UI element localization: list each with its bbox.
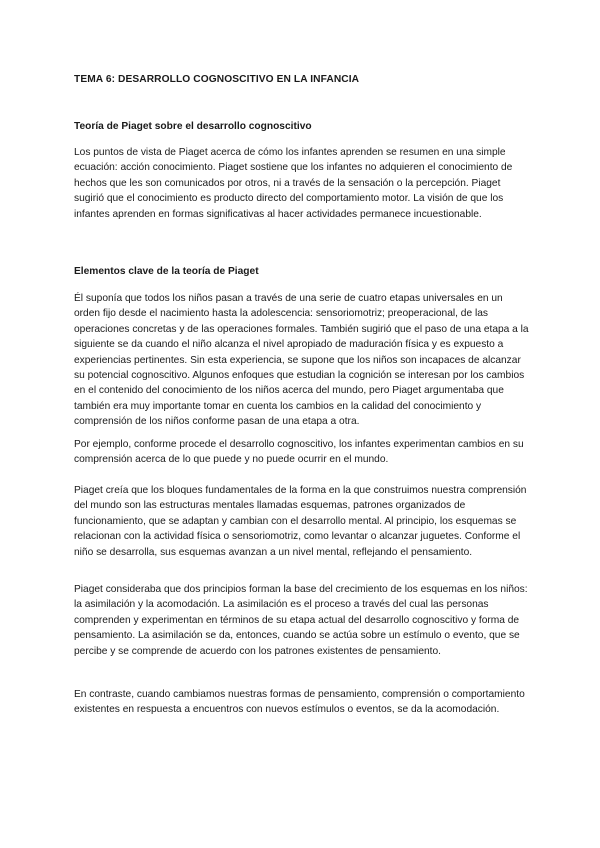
section-heading-piaget-theory: Teoría de Piaget sobre el desarrollo cognoscitivo [74,121,312,132]
paragraph-assimilation: Piaget consideraba que dos principios forman la base del crecimiento de los esquemas en los niños: la asimilación y la acomodación. La asimilación es el proceso a través del cual las personas comprenden y experimentan en términos de su etapa actual del desarrollo cognoscitivo y forma de pensamiento. La asimilación se da, entonces, cuando se actúa sobre un estímulo o evento, que se percibe y se comprende de acuerdo con los patrones existentes de pensamiento. [74,584,528,657]
paragraph-accommodation: En contraste, cuando cambiamos nuestras formas de pensamiento, comprensión o comportamiento existentes en respuesta a encuentros con nuevos estímulos o eventos, se da la acomodación. [74,689,525,716]
paragraph-piaget-views: Los puntos de vista de Piaget acerca de cómo los infantes aprenden se resumen en una simple ecuación: acción conocimiento. Piaget sostiene que los infantes no adquieren el conocimiento de hechos que les son comunicados por otros, ni a través de la sensación o la percepción. Piaget sugirió que el conocimiento es producto directo del comportamiento motor. La visión de que los infantes aprenden en formas significativas al hacer actividades permanece incuestionable. [74,147,513,220]
paragraph-stages: Él suponía que todos los niños pasan a través de una serie de cuatro etapas universales en un orden fijo desde el nacimiento hasta la adolescencia: sensoriomotriz; preoperacional, de las operaciones concretas y de las operaciones formales. También sugirió que el paso de una etapa a la siguiente se da cuando el niño alcanza el nivel apropiado de maduración física y es expuesto a experiencias pertinentes. Sin esta experiencia, se supone que los niños son incapaces de alcanzar su potencial cognoscitivo. Algunos enfoques que estudian la cognición se interesan por los cambios en el contenido del conocimiento de los niños acerca del mundo, pero Piaget argumentaba que también era muy importante tomar en cuenta los cambios en la calidad del conocimiento y comprensión de los niños conforme pasan de una etapa a otra. [74,293,529,428]
paragraph-schemas: Piaget creía que los bloques fundamentales de la forma en la que construimos nuestra comprensión del mundo son las estructuras mentales llamadas esquemas, patrones organizados de funcionamiento, que se adaptan y cambian con el desarrollo mental. Al principio, los esquemas se relacionan con la actividad física o sensoriomotriz, como levantar o alcanzar juguetes. Conforme el niño se desarrolla, sus esquemas avanzan a un nivel mental, reflejando el pensamiento. [74,485,527,558]
paragraph-example: Por ejemplo, conforme procede el desarrollo cognoscitivo, los infantes experimentan cambios en su comprensión acerca de lo que puede y no puede ocurrir en el mundo. [74,439,524,466]
section-heading-key-elements: Elementos clave de la teoría de Piaget [74,266,259,277]
document-title: TEMA 6: DESARROLLO COGNOSCITIVO EN LA INFANCIA [74,74,360,85]
